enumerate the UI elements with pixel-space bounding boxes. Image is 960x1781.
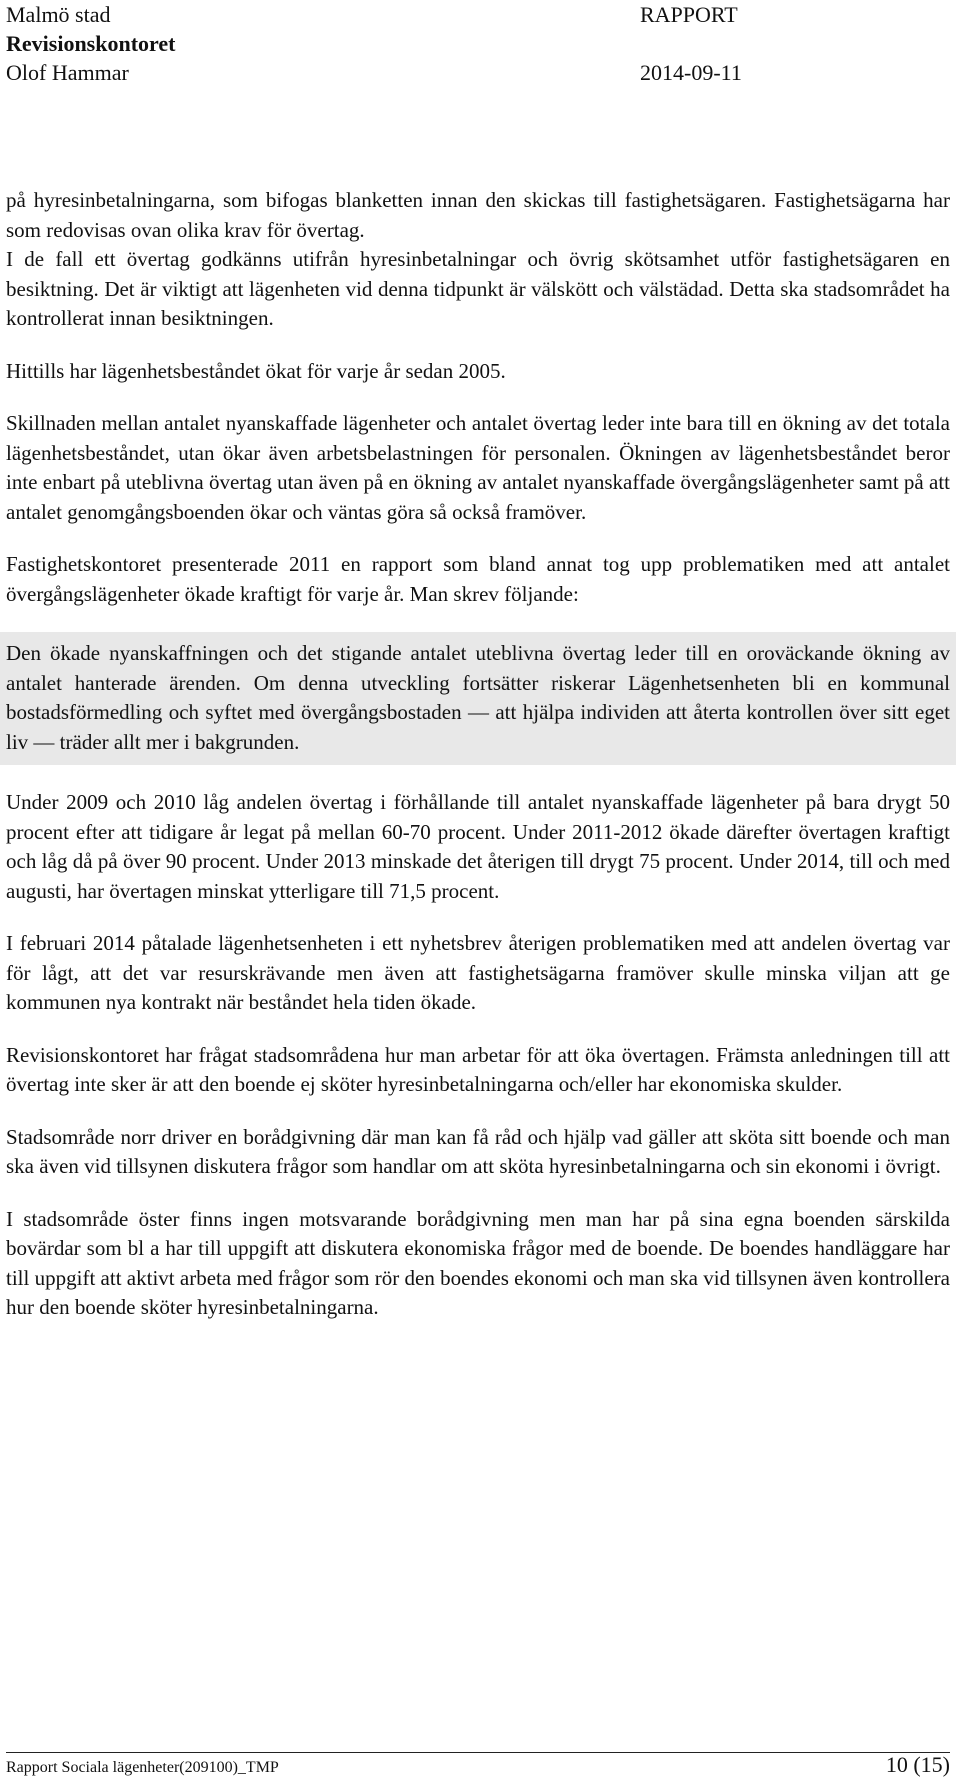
header-doc-type: RAPPORT [640,2,738,27]
header-row-1 [6,0,946,29]
header-spacer [640,29,946,58]
paragraph-5: Under 2009 och 2010 låg andelen övertag i förhållande till antalet nyanskaffade lägenheter på bara drygt 50 procent efter att tidigare år legat på mellan 60-70 procent. Under 2011-2012 ökade därefter övertagen kraftigt och låg då på över 90 procent. Under 2013 minskade det återigen till drygt 75 procent. Under 2014, till och med augusti, har övertagen minskat ytterligare till 71,5 procent. [6,790,950,903]
paragraph-8: Stadsområde norr driver en borådgivning där man kan få råd och hjälp vad gäller att sköta sitt boende och man ska även vid tillsynen diskutera frågor som handlar om att sköta hyresinbetalningarna och sin ekonomi i övrigt. [6,1124,950,1178]
header-org: Malmö stad [6,2,111,27]
footer-page-number: 10 (15) [885,1752,950,1777]
paragraph-1a: på hyresinbetalningarna, som bifogas blanketten innan den skickas till fastighetsägaren. Fastighetsägarna har som redovisas ovan olika krav för övertag. [6,188,950,242]
footer-document-name: Rapport Sociala lägenheter(209100)_TMP [6,1759,279,1776]
paragraph-2: Hittills har lägenhetsbeståndet ökat för varje år sedan 2005. [6,358,506,383]
header-row-2 [6,29,946,58]
paragraph-4: Fastighetskontoret presenterade 2011 en rapport som bland annat tog upp problematiken med att antalet övergångslägenheter ökade kraftigt för varje år. Man skrev följande: [6,552,950,606]
paragraph-6: I februari 2014 påtalade lägenhetsenheten i ett nyhetsbrev återigen problematiken med att andelen övertag var för lågt, att det var resurskrävande men även att fastighetsägarna framöver skulle minska viljan att ge kommunen nya kontrakt när beståndet hela tiden ökade. [6,931,950,1014]
paragraph-7: Revisionskontoret har frågat stadsområdena hur man arbetar för att öka övertagen. Främsta anledningen till att övertag inte sker är att den boende ej sköter hyresinbetalningarna och/eller har ekonomiska skulder. [6,1042,950,1096]
quote-block: Den ökade nyanskaffningen och det stigande antalet uteblivna övertag leder till en oroväckande ökning av antalet hanterade ärenden. Om denna utveckling fortsätter riskerar Lägenhetsenheten bli en kommunal bostadsförmedling och syftet med övergångsbostaden — att hjälpa individen att återta kontrollen över sitt eget liv — träder allt mer i bakgrunden. [0,632,956,765]
paragraph-1b: I de fall ett övertag godkänns utifrån hyresinbetalningar och övrig skötsamhet utför fastighetsägaren en besiktning. Det är viktigt att lägenheten vid denna tidpunkt är välskött och välstädad. Detta ska stadsområdet ha kontrollerat innan besiktningen. [6,247,950,330]
paragraph-3: Skillnaden mellan antalet nyanskaffade lägenheter och antalet övertag leder inte bara till en ökning av det totala lägenhetsbeståndet, utan ökar även arbetsbelastningen för personalen. Ökningen av lägenhetsbeståndet beror inte enbart på uteblivna övertag utan även på en ökning av antalet nyanskaffade övergångslägenheter samt på att antalet genomgångsboenden ökar och väntas göra så också framöver. [6,411,950,524]
header-author: Olof Hammar [6,60,129,85]
paragraph-9: I stadsområde öster finns ingen motsvarande borådgivning men man har på sina egna boenden särskilda bovärdar som bl a har till uppgift att diskutera ekonomiska frågor med de boende. De boendes handläggare har till uppgift att aktivt arbeta med frågor som rör den boendes ekonomi och man ska vid tillsynen även kontrollera hur den boende sköter hyresinbetalningarna. [6,1206,950,1319]
page-footer [6,1752,950,1781]
document-body [6,186,950,1346]
page-header [6,0,946,87]
header-department: Revisionskontoret [6,31,176,56]
header-date: 2014-09-11 [640,60,742,85]
header-row-3 [6,58,946,87]
